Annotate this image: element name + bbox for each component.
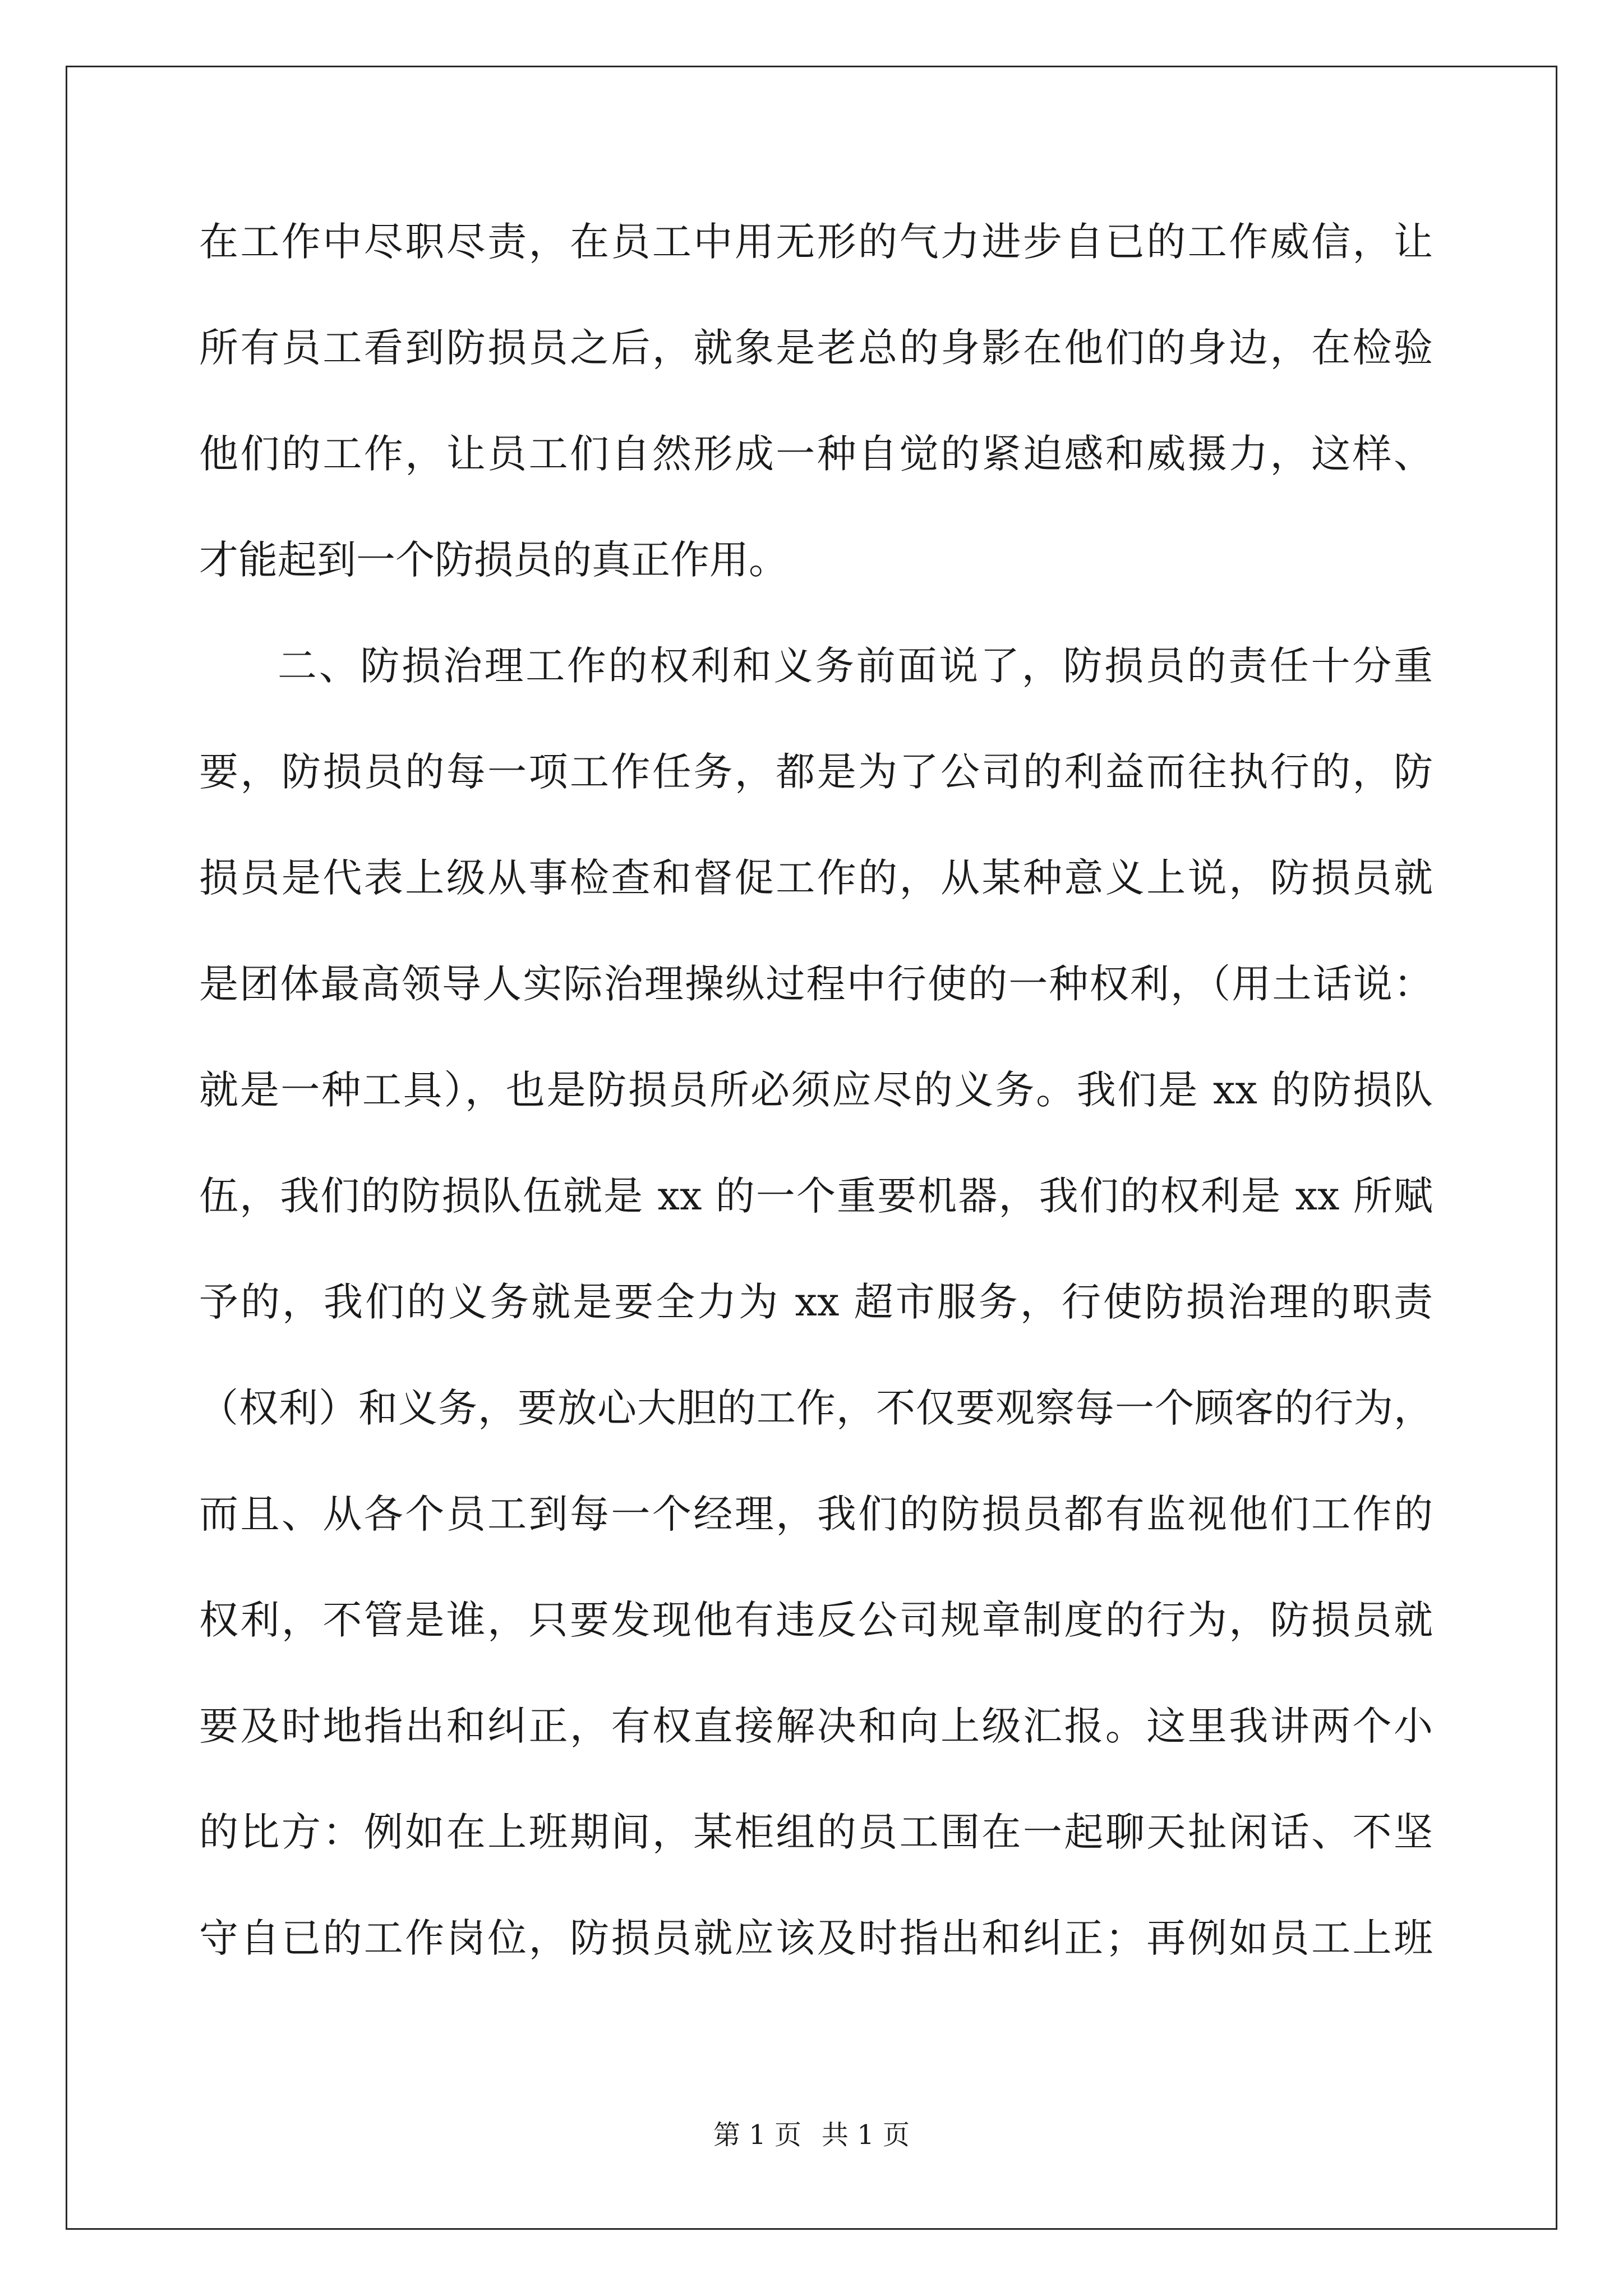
text-line: （权利）和义务，要放心大胆的工作，不仅要观察每一个顾客的行为，	[199, 1385, 1433, 1431]
page-total: 共 1 页	[822, 2119, 910, 2151]
text-line: 是团体最高领导人实际治理操纵过程中行使的一种权利，（用土话说：	[199, 961, 1433, 1007]
text-line: 就是一种工具），也是防损员所必须应尽的义务。我们是 xx 的防损队	[199, 1067, 1433, 1113]
text-line: 要及时地指出和纠正，有权直接解决和向上级汇报。这里我讲两个小	[199, 1703, 1433, 1749]
text-line: 伍，我们的防损队伍就是 xx 的一个重要机器，我们的权利是 xx 所赋	[199, 1173, 1433, 1219]
page-number: 第 1 页	[713, 2119, 801, 2151]
text-line: 损员是代表上级从事检查和督促工作的，从某种意义上说，防损员就	[199, 855, 1433, 901]
text-line: 的比方：例如在上班期间，某柜组的员工围在一起聊天扯闲话、不坚	[199, 1809, 1433, 1855]
text-line: 他们的工作，让员工们自然形成一种自觉的紧迫感和威摄力，这样、	[199, 431, 1433, 477]
text-line: 权利，不管是谁，只要发现他有违反公司规章制度的行为，防损员就	[199, 1597, 1433, 1643]
page-footer	[0, 2118, 1623, 2152]
text-line: 才能起到一个防损员的真正作用。	[199, 537, 788, 583]
text-line: 要，防损员的每一项工作任务，都是为了公司的利益而往执行的，防	[199, 749, 1433, 795]
text-line: 予的，我们的义务就是要全力为 xx 超市服务，行使防损治理的职责	[199, 1279, 1433, 1325]
text-line: 守自已的工作岗位，防损员就应该及时指出和纠正；再例如员工上班	[199, 1915, 1433, 1961]
text-line: 所有员工看到防损员之后，就象是老总的身影在他们的身边，在检验	[199, 325, 1433, 371]
paragraph-first-line: 二、防损治理工作的权利和义务前面说了，防损员的责任十分重	[278, 643, 1433, 689]
text-line: 在工作中尽职尽责，在员工中用无形的气力进步自已的工作威信，让	[199, 219, 1433, 265]
text-line: 而且、从各个员工到每一个经理，我们的防损员都有监视他们工作的	[199, 1491, 1433, 1537]
